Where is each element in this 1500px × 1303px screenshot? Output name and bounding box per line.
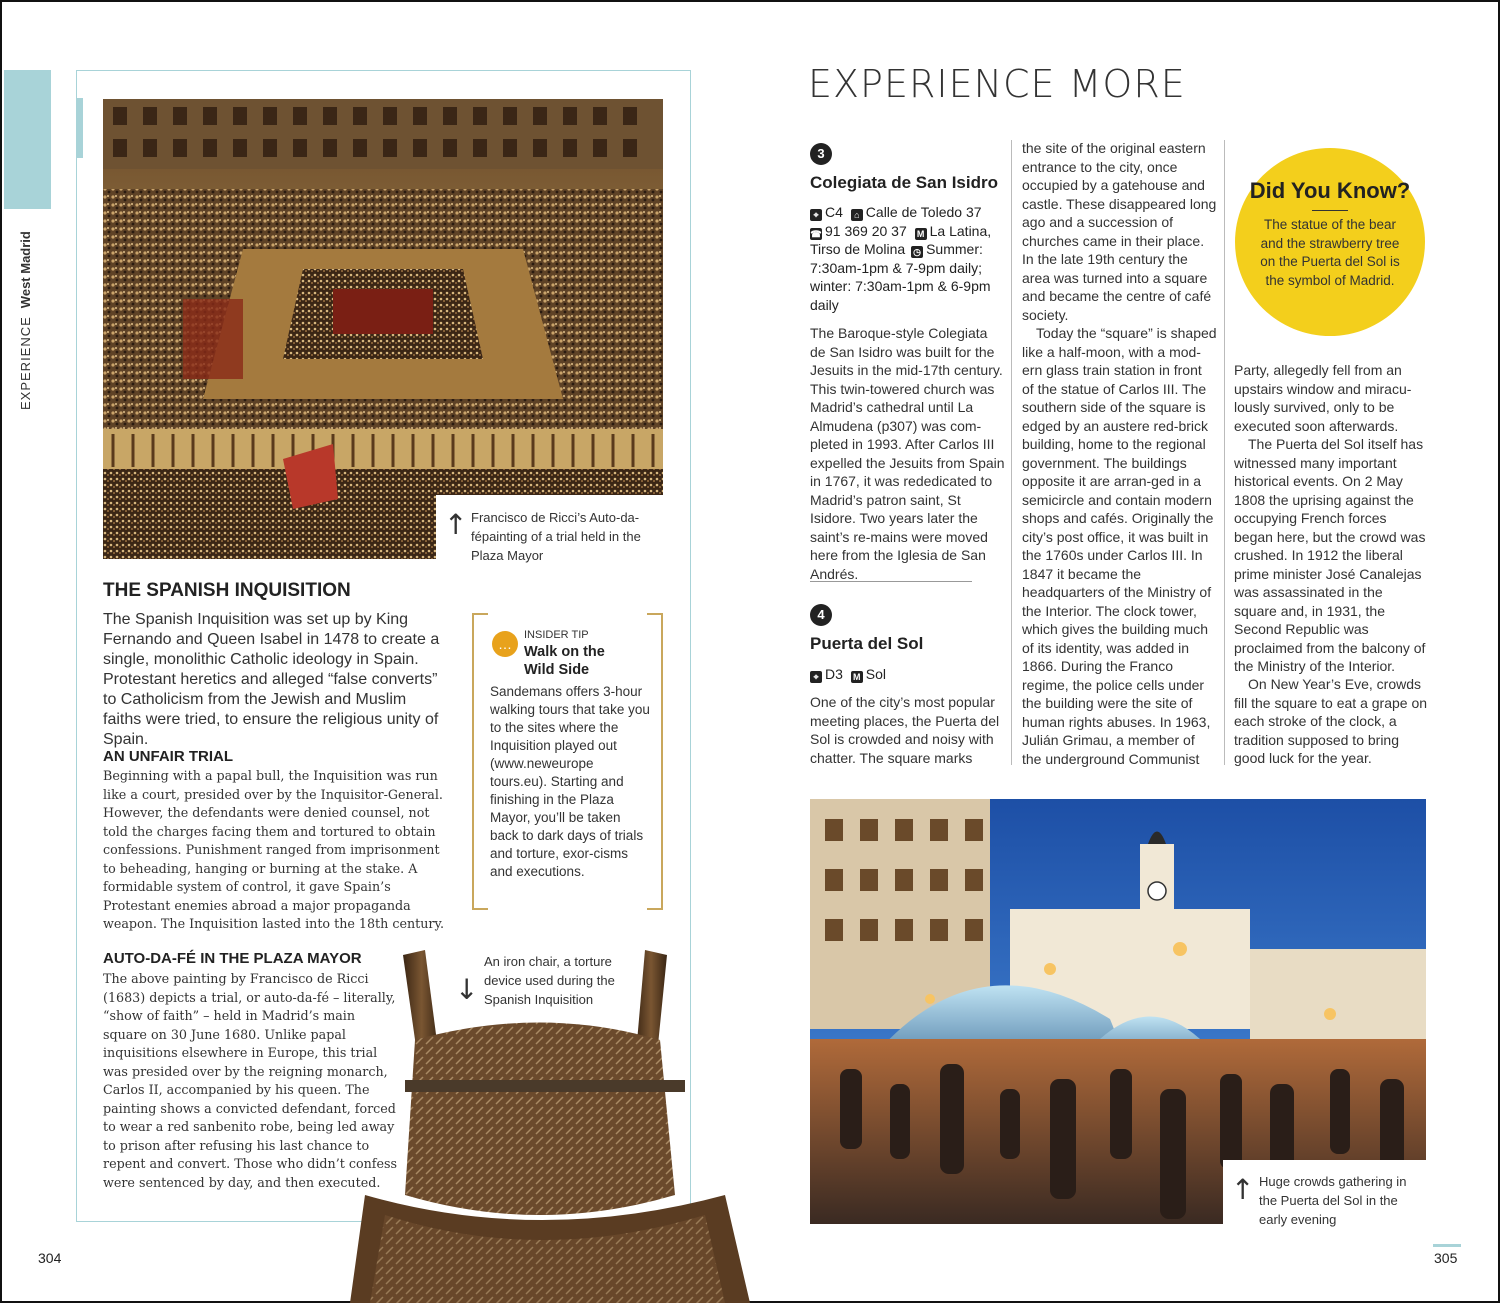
inquisition-intro: The Spanish Inquisition was set up by King Fernando and Queen Isabel in 1478 to create a single, monolithic Catholic ideology in Spain. Protestant heretics and alleged “false converts” to Catholicism from the Jewish and Muslim faiths were tried, to ensure the religious unity of Spain.: [103, 611, 440, 748]
painting-image: [103, 99, 663, 559]
phone-icon: ☎: [810, 228, 822, 239]
entry4-practical-info: [810, 665, 1005, 684]
entry-number-4: 4: [810, 604, 832, 626]
metro: Sol: [865, 666, 887, 682]
metro: La Latina, Tirso de Molina: [810, 222, 992, 257]
unfair-trial-heading: AN UNFAIR TRIAL: [103, 748, 233, 765]
did-you-know-badge: [1235, 148, 1425, 336]
tip-title-line1: Walk on the: [524, 644, 605, 660]
entry-divider: [810, 581, 972, 582]
page-number-right: 305: [1434, 1250, 1458, 1266]
column3-p1: Party, allegedly fell from an upstairs window and miracu-lously survived, only to be executed soon afterwards.: [1234, 362, 1412, 434]
tip-title-line2: Wild Side: [524, 662, 590, 678]
address: Calle de Toledo 37: [865, 204, 982, 220]
phone: 91 369 20 37: [825, 222, 907, 239]
map-pin-icon: ⌖: [810, 209, 822, 221]
tip-corner: [647, 908, 661, 910]
clock-icon: ◷: [911, 246, 923, 258]
page-number-left: 304: [38, 1250, 62, 1266]
painting-caption: [436, 495, 664, 565]
grid-ref: C4: [825, 204, 843, 220]
unfair-trial-text: Beginning with a papal bull, the Inquisition was run like a court, presided over by the Inquisitor-General. However, the defendants were denied counsel, not told the charges facing them and tortured to obtain confessions. Punishment ranged from imprisonment to beheading, hanging or burning at the stake. A formidable system of control, it gave Spain’s Protestant enemies abroad a major propaganda weapon. The Inquisition lasted into the 18th century.: [103, 768, 444, 931]
page-number-marker: [1433, 1244, 1461, 1247]
chair-caption: [455, 952, 635, 1014]
column2-p1: the site of the original eastern entrance to the city, once occupied by a gatehouse and castle. These disappeared long ago and a succession of churches came in their place. In the late 19th century the area was turned into a square and became the centre of café society.: [1022, 140, 1217, 323]
arrow-up-icon: ↑: [1231, 1173, 1255, 1206]
entry-title-puerta-del-sol: Puerta del Sol: [810, 634, 924, 653]
arrow-up-icon: ↑: [444, 508, 468, 541]
chair-caption-text: An iron chair, a torture device used during the Spanish Inquisition: [484, 954, 615, 1007]
entry-title-san-isidro: Colegiata de San Isidro: [810, 173, 998, 192]
insider-tip-text: Sandemans offers 3-hour walking tours that take you to the sites where the Inquisition played out (www.neweurope tours.eu). Starting and finishing in the Plaza Mayor, you’ll be taken back to dark days of trials and torture, exor-cisms and executions.: [490, 684, 650, 879]
entry4-text: One of the city’s most popular meeting places, the Puerta del Sol is crowded and noisy with chatter. The square marks: [810, 694, 1000, 766]
did-you-know-title: Did You Know?: [1249, 178, 1411, 203]
entry3-practical-info: [810, 203, 1005, 314]
tip-corner: [647, 613, 661, 615]
insider-tip-label: INSIDER TIP: [524, 629, 589, 641]
column2-p2: Today the “square” is shaped like a half-moon, with a mod-ern glass train station in front of the statue of Carlos III. The southern side of the square is edged by an austere red-brick building, home to the regional government. The buildings opposite it are arran-ged in a semicircle and contain modern shops and cafés. Originally the city’s post office, it was built in the 1760s under Carlos III. In 1847 it became the headquarters of the Ministry of the Interior. The clock tower, which gives the building much of its identity, was added in 1866. During the Franco regime, the police cells under the building were the site of human rights abuses. In 1963, Julián Grimau, a member of the underground Communist: [1022, 325, 1217, 767]
auto-da-fe-heading: AUTO-DA-FÉ IN THE PLAZA MAYOR: [103, 950, 362, 967]
grid-ref: D3: [825, 666, 843, 682]
area-name: West Madrid: [18, 231, 33, 309]
entry3-text: The Baroque-style Colegiata de San Isidro was built for the Jesuits in the mid-17th century. This twin-towered church was Madrid’s cathedral until La Almudena (p307) was com-pleted in 1993. After Carlos III expelled the Jesuits from Spain in 1767, it was rededicated to Madrid’s patron saint, St Isidore. Two years later the saint’s re-mains were moved here from the Iglesia de San Andrés.: [810, 325, 1005, 582]
page-title: EXPERIENCE MORE: [808, 62, 1186, 106]
sol-caption: [1223, 1160, 1427, 1228]
sol-caption-text: Huge crowds gathering in the Puerta del Sol in the early evening: [1259, 1174, 1407, 1227]
section-name: EXPERIENCE: [18, 316, 33, 410]
metro-icon: M: [851, 671, 863, 683]
did-you-know-rule: [1312, 210, 1348, 211]
column3-p3: On New Year’s Eve, crowds fill the square to eat a grape on each stroke of the clock, a tradition supposed to bring good luck for the year.: [1234, 676, 1428, 766]
opening-hours: Summer: 7:30am-1pm & 7-9pm daily; winter: 7:30am-1pm & 6-9pm daily: [810, 241, 991, 313]
insider-tip-box: [472, 613, 663, 910]
section-label: [18, 231, 33, 410]
painting-caption-text: Francisco de Ricci’s Auto-da-fépainting of a trial held in the Plaza Mayor: [471, 510, 641, 563]
speech-bubble-icon: …: [492, 631, 518, 657]
inquisition-title: THE SPANISH INQUISITION: [103, 580, 351, 601]
column3-p2: The Puerta del Sol itself has witnessed many important historical events. On 2 May 1808 the uprising against the occupying French forces began here, but the crowd was crushed. In 1912 the liberal prime minister José Canalejas was assassinated in the square and, in 1931, the Second Republic was proclaimed from the balcony of the Ministry of the Interior.: [1234, 436, 1426, 674]
column-rule: [1011, 140, 1012, 765]
column-rule: [1224, 140, 1225, 765]
metro-icon: M: [915, 228, 927, 240]
insider-tip-title: [524, 643, 605, 679]
section-tab: [4, 70, 51, 209]
arrow-down-icon: ↓: [455, 973, 479, 1006]
entry-number-3: 3: [810, 143, 832, 165]
auto-da-fe-text: The above painting by Francisco de Ricci (1683) depicts a trial, or auto-da-fé – literally, “show of faith” – held in Madrid’s main square on 30 June 1680. Unlike papal inquisitions elsewhere in Europe, this trial was presided over by the reigning monarch, Carlos II, accompanied by his queen. The painting shows a convicted defendant, forced to wear a red sanbenito robe, being led away to prison after refusing his last chance to repent and convert. Those who didn’t confess were sentenced by day, and then executed.: [103, 971, 398, 1190]
home-icon: ⌂: [851, 209, 863, 221]
map-pin-icon: ⌖: [810, 671, 822, 683]
did-you-know-text: The statue of the bear and the strawberry tree on the Puerta del Sol is the symbol of Madrid.: [1260, 217, 1400, 288]
